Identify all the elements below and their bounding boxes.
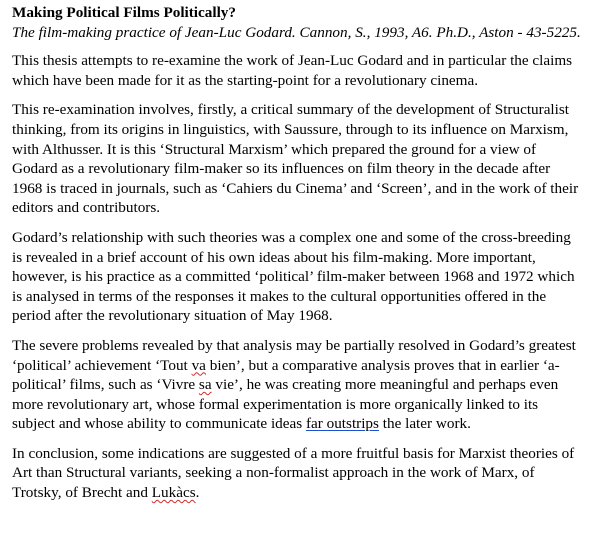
paragraph-line: however, is his practice as a committed ‘political’ film-maker between 1968 and 1972 which	[12, 268, 575, 286]
paragraph-3	[12, 228, 594, 326]
text-run: the later work.	[378, 415, 471, 433]
paragraph-line: more revolutionary art, whose formal experimentation is more organically linked to its	[12, 395, 539, 413]
paragraph-line: is analysed in terms of the responses it makes to the cultural opportunities offered in the	[12, 287, 547, 305]
paragraph-line: editors and contributors.	[12, 199, 161, 217]
paragraph-line: with Althusser. It is this ‘Structural Marxism’ which prepared the ground for a view of	[12, 140, 536, 158]
document-title: Making Political Films Politically?	[12, 4, 236, 21]
paragraph-line: Godard’s relationship with such theories was a complex one and some of the cross-breeding	[12, 228, 571, 246]
document-subtitle: The film-making practice of Jean-Luc Godard. Cannon, S., 1993, A6. Ph.D., Aston - 43-5225.	[12, 23, 581, 41]
paragraph-5	[12, 444, 594, 503]
paragraph-line: The severe problems revealed by that analysis may be partially resolved in Godard’s greatest	[12, 336, 576, 354]
document	[12, 3, 594, 513]
paragraph-line: In conclusion, some indications are suggested of a more fruitful basis for Marxist theories of	[12, 444, 575, 462]
paragraph-line: is revealed in a brief account of his own ideas about his film-making. More important,	[12, 248, 536, 266]
paragraph-4	[12, 336, 594, 434]
paragraph-line	[12, 375, 594, 395]
paragraph-line: Godard as a revolutionary film-maker so its influences on film theory in the decade after	[12, 160, 551, 178]
text-run: ‘political’ achievement ‘Tout	[12, 356, 192, 374]
paragraph-2	[12, 100, 594, 218]
paragraph-line: This re-examination involves, firstly, a critical summary of the development of Structuralist	[12, 101, 570, 119]
text-run: vie’, he was creating more meaningful and perhaps even	[211, 376, 559, 394]
spellcheck-flagged-word[interactable]: sa	[198, 376, 212, 394]
paragraph-line	[12, 414, 594, 434]
paragraph-line: Art than Structural variants, seeking a non-formalist approach in the work of Marx, of	[12, 464, 535, 482]
paragraph-line: which have been made for it as the starting-point for a revolutionary cinema.	[12, 71, 479, 89]
text-run: .	[195, 484, 200, 502]
text-run: political’ films, such as ‘Vivre	[12, 376, 199, 394]
paragraph-line: period after the revolutionary situation of May 1968.	[12, 307, 333, 325]
grammar-flagged-phrase[interactable]: far outstrips	[305, 415, 379, 433]
paragraph-1	[12, 51, 594, 90]
text-run: subject and whose ability to communicate ideas	[12, 415, 306, 433]
spellcheck-flagged-word[interactable]: va	[191, 356, 206, 374]
paragraph-line: 1968 is traced in journals, such as ‘Cahiers du Cinema’ and ‘Screen’, and in the work of their	[12, 179, 579, 197]
text-run: bien’, but a comparative analysis proves that in earlier ‘a-	[205, 356, 560, 374]
paragraph-line	[12, 483, 594, 503]
paragraph-line: This thesis attempts to re-examine the work of Jean-Luc Godard and in particular the claims	[12, 52, 573, 70]
text-run: Trotsky, of Brecht and	[12, 484, 152, 502]
paragraph-line: thinking, from its origins in linguistics, with Saussure, through to its influence on Marxism,	[12, 120, 569, 138]
spellcheck-flagged-word[interactable]: Lukàcs	[151, 484, 196, 502]
paragraph-line	[12, 356, 594, 376]
